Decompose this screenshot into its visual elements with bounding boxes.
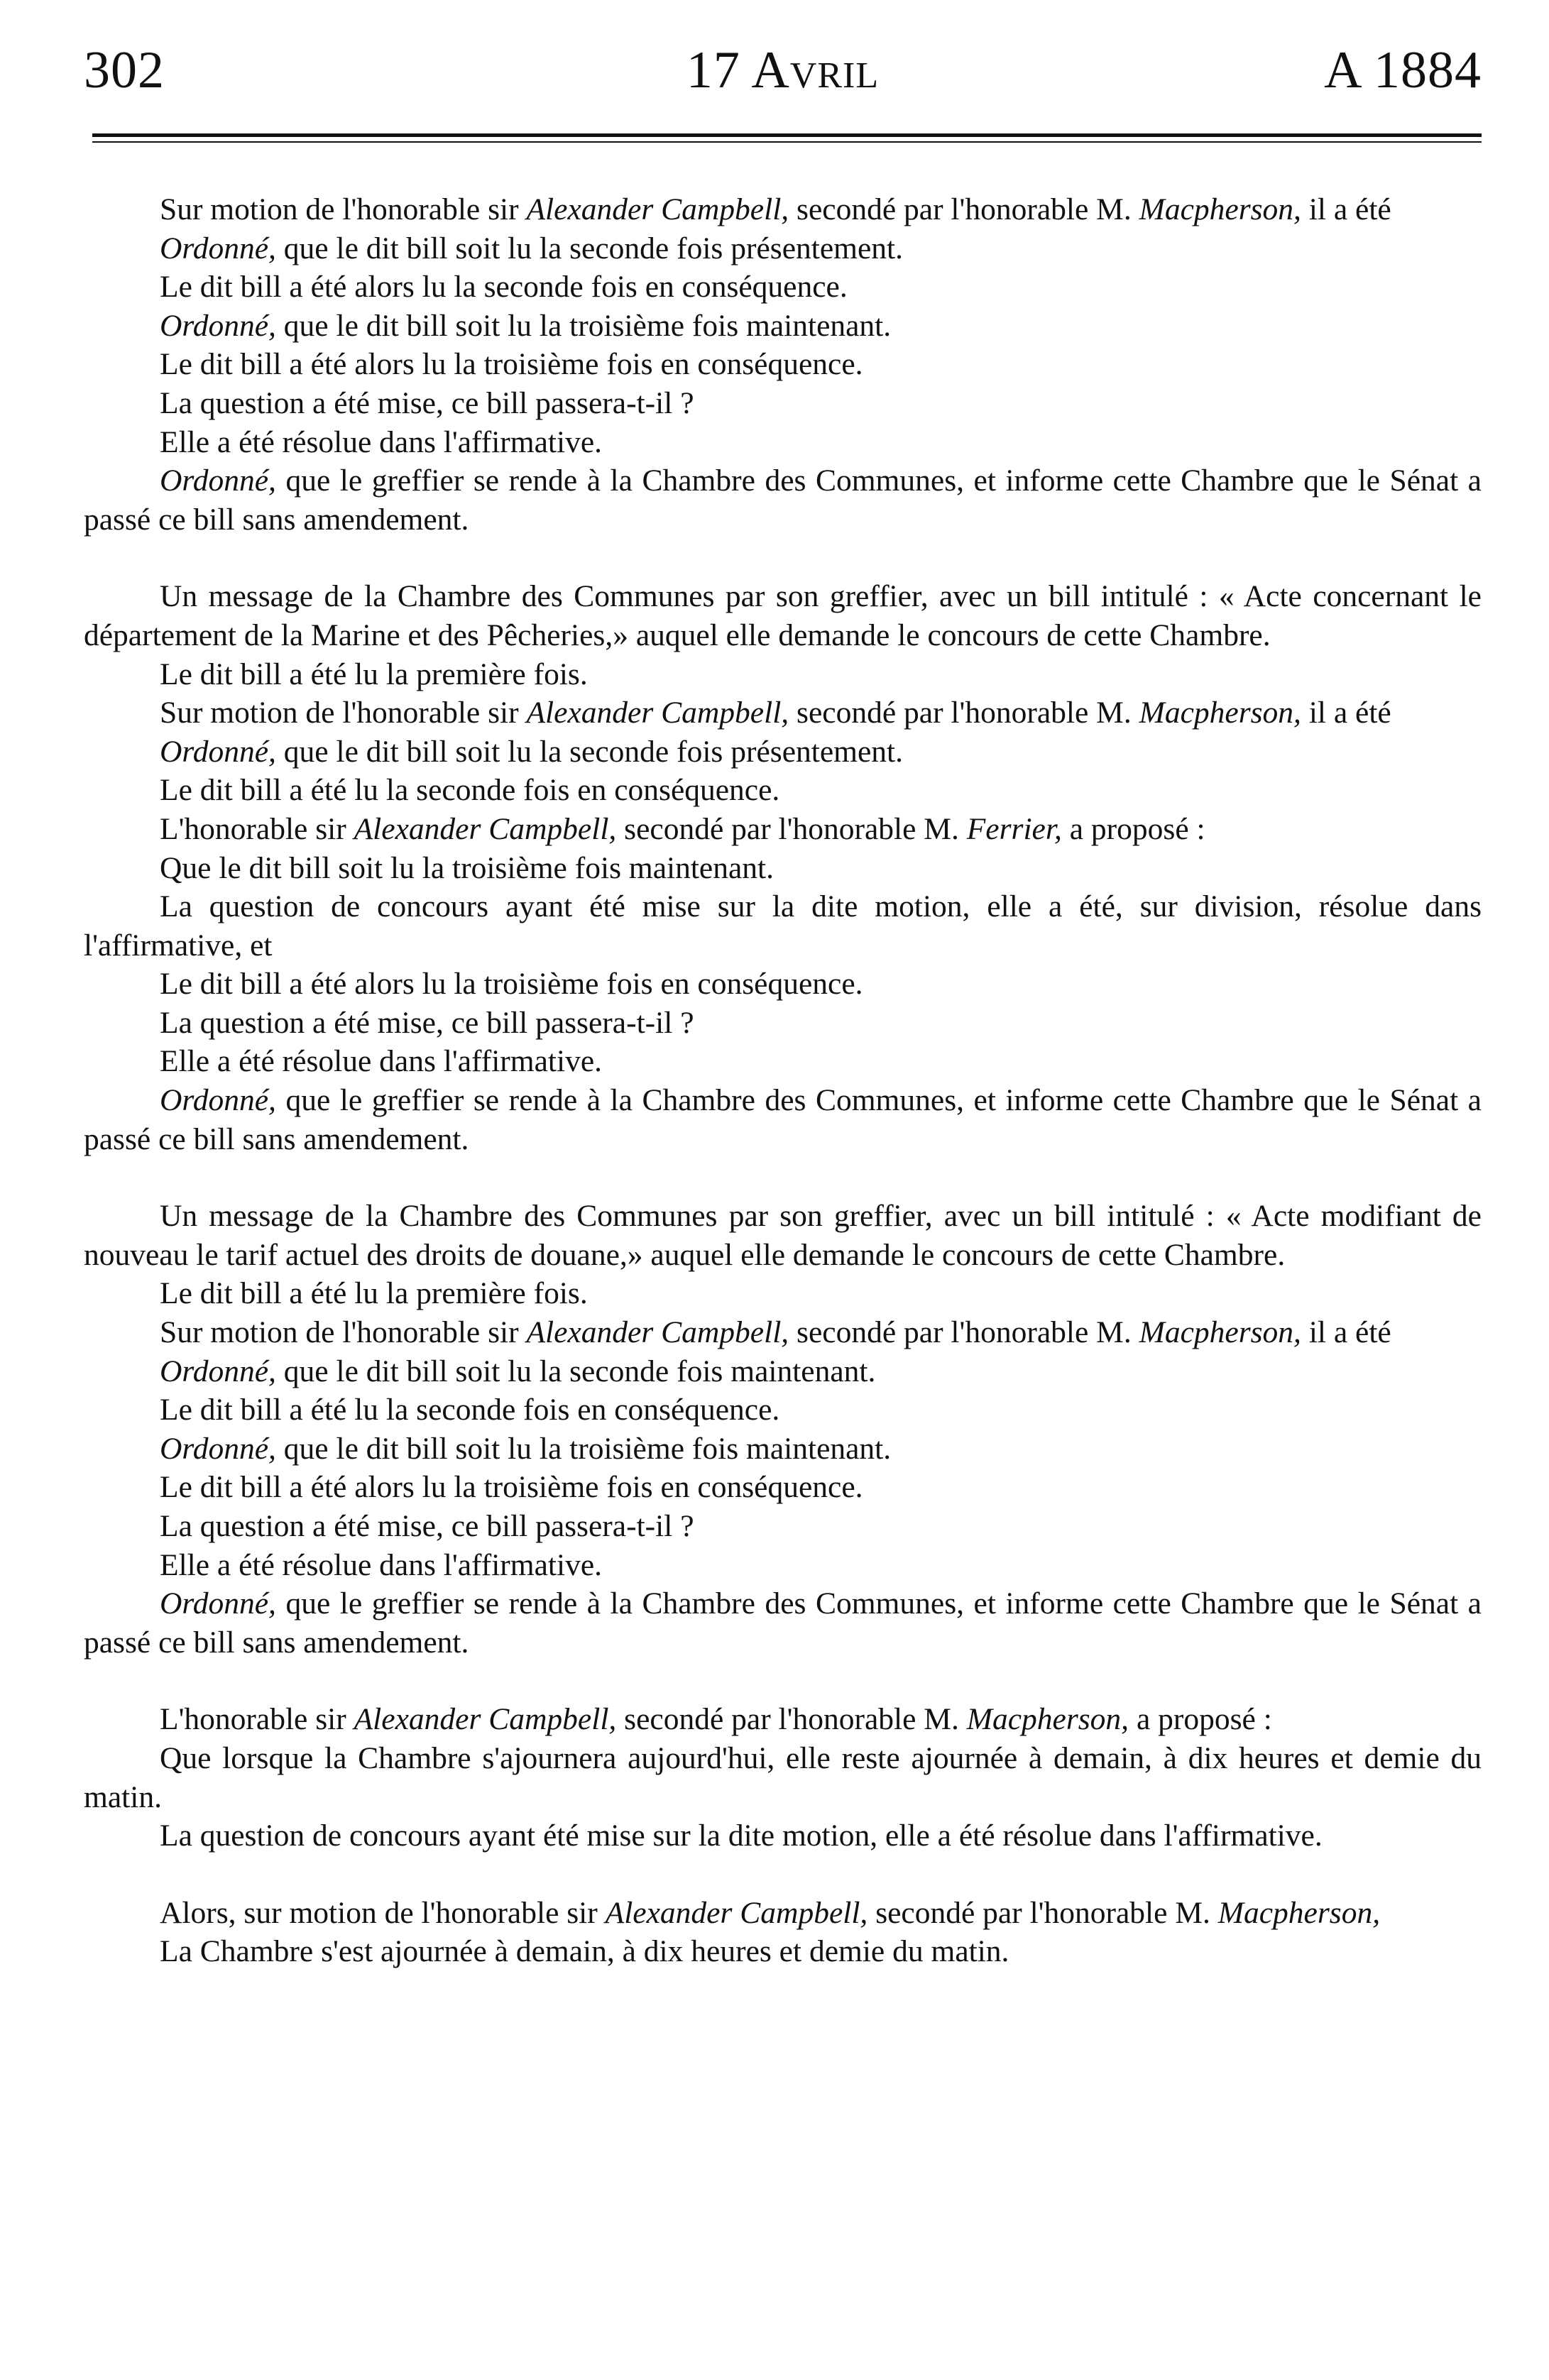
- paragraph: [84, 693, 1482, 733]
- text-run: secondé par l'honorable M.: [789, 192, 1139, 226]
- text-run: secondé par l'honorable M.: [616, 811, 967, 846]
- text-run: Le dit bill a été lu la seconde fois en conséquence.: [160, 773, 780, 808]
- header-rule-thick: [92, 133, 1482, 137]
- text-run: Elle a été résolue dans l'affirmative.: [160, 1044, 603, 1079]
- text-run: Le dit bill a été lu la première fois.: [160, 1276, 588, 1311]
- italic-name: Macpherson,: [1139, 696, 1301, 730]
- paragraph: [84, 1004, 1482, 1043]
- paragraph: [84, 229, 1482, 268]
- text-run: Elle a été résolue dans l'affirmative.: [160, 424, 603, 459]
- section-gap: [84, 1662, 1482, 1700]
- italic-name: Ordonné,: [160, 1083, 276, 1118]
- header-date: 17 Avril: [686, 41, 880, 99]
- text-run: a proposé :: [1061, 811, 1205, 846]
- italic-name: Ordonné,: [160, 1431, 276, 1466]
- paragraph: [84, 1584, 1482, 1662]
- italic-name: Macpherson,: [1139, 1315, 1301, 1350]
- paragraph: [84, 771, 1482, 810]
- text-run: Le dit bill a été alors lu la troisième fois en conséquence.: [160, 1470, 863, 1505]
- paragraph: [84, 887, 1482, 965]
- header-rule-thin: [92, 141, 1482, 143]
- paragraph: [84, 384, 1482, 423]
- section-5: [84, 1894, 1482, 1971]
- header-year: A 1884: [1324, 41, 1482, 99]
- paragraph: [84, 1546, 1482, 1585]
- text-run: que le dit bill soit lu la troisième fois maintenant.: [275, 308, 892, 343]
- paragraph: [84, 1391, 1482, 1430]
- text-run: Sur motion de l'honorable sir: [160, 696, 527, 730]
- text-run: Sur motion de l'honorable sir: [160, 1315, 527, 1350]
- italic-name: Macpherson,: [966, 1702, 1129, 1737]
- text-run: que le dit bill soit lu la troisième fois maintenant.: [275, 1431, 892, 1466]
- italic-name: Ordonné,: [160, 734, 276, 769]
- paragraph: [84, 965, 1482, 1004]
- text-run: que le dit bill soit lu la seconde fois présentement.: [275, 231, 904, 265]
- text-run: Le dit bill a été alors lu la troisième fois en conséquence.: [160, 967, 863, 1002]
- text-run: que le greffier se rende à la Chambre des Communes, et informe cette Chambre que le Sénat a passé ce bill sans amendement.: [84, 464, 1482, 537]
- paragraph: [84, 577, 1482, 654]
- italic-name: Alexander Campbell,: [526, 696, 789, 730]
- text-run: secondé par l'honorable M.: [789, 1315, 1139, 1350]
- italic-name: Alexander Campbell,: [526, 192, 789, 226]
- italic-name: Ordonné,: [160, 231, 276, 265]
- text-run: que le greffier se rende à la Chambre des Communes, et informe cette Chambre que le Sénat a passé ce bill sans amendement.: [84, 1083, 1482, 1156]
- paragraph: [84, 1042, 1482, 1081]
- paragraph: [84, 849, 1482, 888]
- text-run: La question a été mise, ce bill passera-t-il ?: [160, 1509, 694, 1543]
- italic-name: Ordonné,: [160, 1354, 276, 1388]
- text-run: Le dit bill a été alors lu la seconde fois en conséquence.: [160, 270, 848, 305]
- paragraph: [84, 1932, 1482, 1971]
- paragraph: [84, 733, 1482, 772]
- paragraph: [84, 1507, 1482, 1546]
- italic-name: Alexander Campbell,: [354, 1702, 617, 1737]
- italic-name: Macpherson,: [1217, 1895, 1381, 1930]
- paragraph: [84, 345, 1482, 384]
- text-run: Sur motion de l'honorable sir: [160, 192, 527, 226]
- section-2: [84, 577, 1482, 1158]
- paragraph: [84, 1430, 1482, 1469]
- paragraph: [84, 1352, 1482, 1391]
- page-header: [84, 0, 1482, 149]
- italic-name: Ordonné,: [160, 1586, 276, 1621]
- italic-name: Ordonné,: [160, 464, 276, 498]
- italic-name: Ordonné,: [160, 308, 276, 343]
- text-run: La Chambre s'est ajournée à demain, à dix heures et demie du matin.: [160, 1934, 1009, 1969]
- text-run: Que le dit bill soit lu la troisième fois maintenant.: [160, 850, 774, 885]
- paragraph: [84, 1700, 1482, 1739]
- paragraph: [84, 810, 1482, 849]
- paragraph: [84, 461, 1482, 539]
- section-4: [84, 1700, 1482, 1855]
- text-run: La question de concours ayant été mise sur la dite motion, elle a été résolue dans l'affirmative.: [160, 1819, 1323, 1853]
- paragraph: [84, 190, 1482, 229]
- paragraph: [84, 268, 1482, 307]
- text-run: Un message de la Chambre des Communes par son greffier, avec un bill intitulé : « Acte concernant le département de la Marine et des Pêcheries,» auquel elle demande le concours de cette Chambre.: [84, 579, 1482, 652]
- text-run: La question a été mise, ce bill passera-t-il ?: [160, 1005, 694, 1040]
- text-run: L'honorable sir: [160, 811, 354, 846]
- paragraph: [84, 1816, 1482, 1855]
- paragraph: [84, 1739, 1482, 1816]
- text-run: secondé par l'honorable M.: [616, 1702, 967, 1737]
- italic-name: Alexander Campbell,: [605, 1895, 868, 1930]
- italic-name: Alexander Campbell,: [526, 1315, 789, 1350]
- text-run: Le dit bill a été alors lu la troisième fois en conséquence.: [160, 347, 863, 382]
- text-run: L'honorable sir: [160, 1702, 354, 1737]
- paragraph: [84, 307, 1482, 346]
- paragraph: [84, 423, 1482, 462]
- section-3: [84, 1197, 1482, 1662]
- text-run: que le dit bill soit lu la seconde fois présentement.: [275, 734, 904, 769]
- section-1: [84, 190, 1482, 539]
- italic-name: Ferrier,: [966, 811, 1062, 846]
- text-run: il a été: [1301, 696, 1391, 730]
- italic-name: Macpherson,: [1139, 192, 1301, 226]
- text-run: Alors, sur motion de l'honorable sir: [160, 1895, 606, 1930]
- section-gap: [84, 1158, 1482, 1197]
- text-run: Le dit bill a été lu la seconde fois en conséquence.: [160, 1393, 780, 1427]
- text-run: La question de concours ayant été mise sur la dite motion, elle a été, sur division, résolue dans l'affirmative, et: [84, 889, 1482, 963]
- text-run: a proposé :: [1129, 1702, 1272, 1737]
- text-run: secondé par l'honorable M.: [789, 696, 1139, 730]
- section-gap: [84, 1855, 1482, 1894]
- text-run: que le greffier se rende à la Chambre des Communes, et informe cette Chambre que le Sénat a passé ce bill sans amendement.: [84, 1586, 1482, 1660]
- paragraph: [84, 1197, 1482, 1274]
- document-body: [84, 190, 1482, 1971]
- text-run: il a été: [1301, 192, 1391, 226]
- text-run: La question a été mise, ce bill passera-t-il ?: [160, 385, 694, 420]
- paragraph: [84, 1274, 1482, 1313]
- italic-name: Alexander Campbell,: [354, 811, 617, 846]
- section-gap: [84, 539, 1482, 577]
- paragraph: [84, 1468, 1482, 1507]
- text-run: secondé par l'honorable M.: [867, 1895, 1218, 1930]
- text-run: Que lorsque la Chambre s'ajournera aujourd'hui, elle reste ajournée à demain, à dix heures et demie du matin.: [84, 1740, 1482, 1814]
- text-run: Le dit bill a été lu la première fois.: [160, 657, 588, 691]
- text-run: que le dit bill soit lu la seconde fois maintenant.: [275, 1354, 876, 1388]
- paragraph: [84, 655, 1482, 694]
- page-number: 302: [84, 41, 165, 99]
- text-run: Un message de la Chambre des Communes par son greffier, avec un bill intitulé : « Acte modifiant de nouveau le tarif actuel des droits de douane,» auquel elle demande le concours de cette Chambre.: [84, 1199, 1482, 1272]
- text-run: il a été: [1301, 1315, 1391, 1350]
- paragraph: [84, 1894, 1482, 1933]
- text-run: Elle a été résolue dans l'affirmative.: [160, 1547, 603, 1582]
- paragraph: [84, 1081, 1482, 1158]
- paragraph: [84, 1313, 1482, 1352]
